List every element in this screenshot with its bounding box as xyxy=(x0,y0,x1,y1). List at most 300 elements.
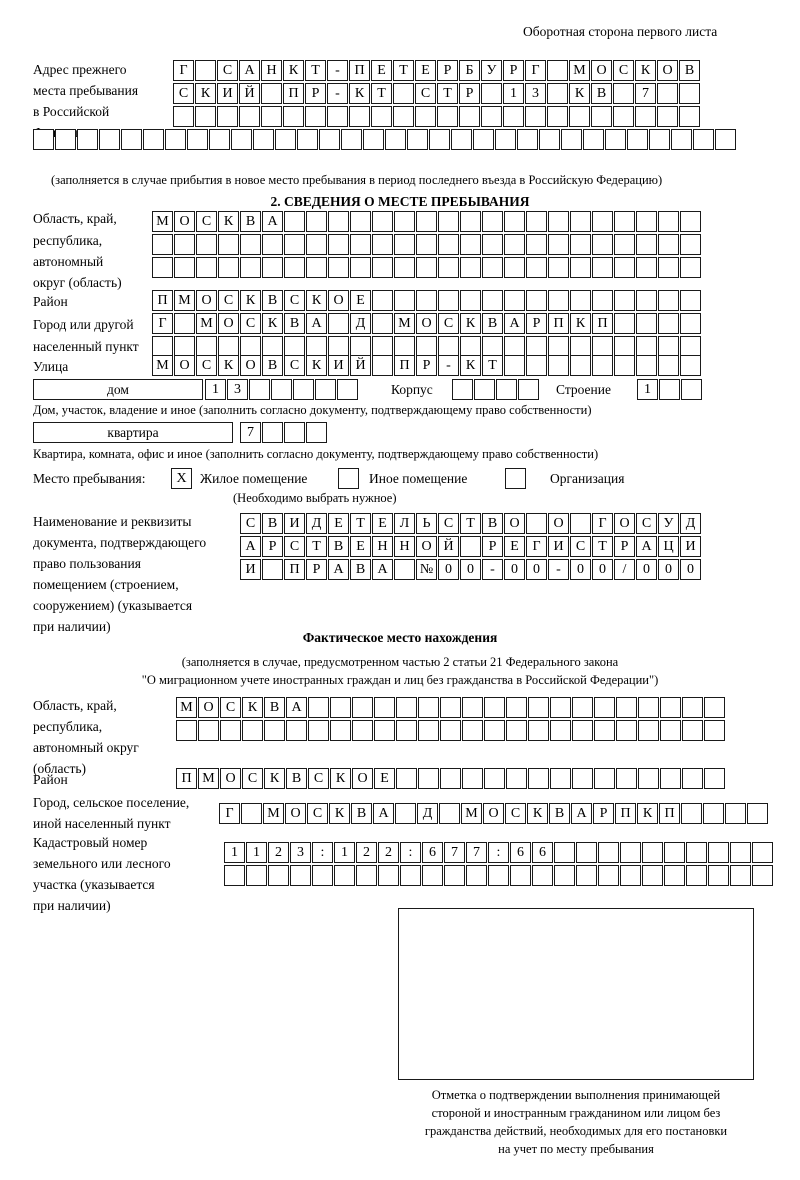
char-cell[interactable] xyxy=(328,257,349,278)
char-cell[interactable] xyxy=(152,234,173,255)
char-cell[interactable] xyxy=(614,234,635,255)
char-cell[interactable] xyxy=(594,768,615,789)
char-cell[interactable] xyxy=(594,720,615,741)
char-cell[interactable] xyxy=(620,842,641,863)
char-cell[interactable]: - xyxy=(327,60,348,81)
char-cell[interactable]: О xyxy=(504,513,525,534)
char-cell[interactable] xyxy=(328,234,349,255)
prev-address-row-1[interactable] xyxy=(173,60,700,81)
char-cell[interactable] xyxy=(495,129,516,150)
char-cell[interactable] xyxy=(503,106,524,127)
char-cell[interactable]: А xyxy=(504,313,525,334)
char-cell[interactable] xyxy=(496,379,517,400)
char-cell[interactable]: О xyxy=(328,290,349,311)
char-cell[interactable] xyxy=(439,803,460,824)
char-cell[interactable]: Р xyxy=(482,536,503,557)
char-cell[interactable]: Р xyxy=(437,60,458,81)
char-cell[interactable] xyxy=(680,313,701,334)
char-cell[interactable] xyxy=(658,234,679,255)
char-cell[interactable] xyxy=(592,355,613,376)
char-cell[interactable] xyxy=(460,211,481,232)
char-cell[interactable]: К xyxy=(242,697,263,718)
char-cell[interactable] xyxy=(547,60,568,81)
char-cell[interactable] xyxy=(548,211,569,232)
s3-city-row[interactable] xyxy=(219,803,768,824)
char-cell[interactable]: 0 xyxy=(504,559,525,580)
char-cell[interactable] xyxy=(636,290,657,311)
char-cell[interactable]: С xyxy=(218,290,239,311)
char-cell[interactable] xyxy=(561,129,582,150)
char-cell[interactable]: Т xyxy=(393,60,414,81)
char-cell[interactable] xyxy=(306,336,327,357)
char-cell[interactable]: П xyxy=(176,768,197,789)
char-cell[interactable] xyxy=(261,83,282,104)
prev-address-row-4[interactable] xyxy=(33,129,736,150)
char-cell[interactable] xyxy=(747,803,768,824)
char-cell[interactable] xyxy=(328,313,349,334)
char-cell[interactable] xyxy=(173,106,194,127)
char-cell[interactable]: Е xyxy=(350,290,371,311)
char-cell[interactable] xyxy=(262,559,283,580)
char-cell[interactable] xyxy=(264,720,285,741)
s2-region-row-3[interactable] xyxy=(152,257,701,278)
char-cell[interactable] xyxy=(416,211,437,232)
char-cell[interactable]: Н xyxy=(372,536,393,557)
char-cell[interactable]: 0 xyxy=(658,559,679,580)
char-cell[interactable] xyxy=(616,768,637,789)
char-cell[interactable] xyxy=(462,697,483,718)
char-cell[interactable] xyxy=(482,257,503,278)
char-cell[interactable]: К xyxy=(349,83,370,104)
char-cell[interactable]: Й xyxy=(438,536,459,557)
char-cell[interactable]: С xyxy=(438,313,459,334)
char-cell[interactable]: К xyxy=(569,83,590,104)
char-cell[interactable]: Т xyxy=(305,60,326,81)
char-cell[interactable] xyxy=(474,379,495,400)
char-cell[interactable]: В xyxy=(482,313,503,334)
char-cell[interactable]: С xyxy=(284,355,305,376)
char-cell[interactable] xyxy=(550,697,571,718)
char-cell[interactable]: А xyxy=(286,697,307,718)
char-cell[interactable] xyxy=(708,865,729,886)
char-cell[interactable] xyxy=(473,129,494,150)
char-cell[interactable] xyxy=(394,211,415,232)
char-cell[interactable]: Т xyxy=(592,536,613,557)
char-cell[interactable] xyxy=(504,257,525,278)
char-cell[interactable]: Д xyxy=(306,513,327,534)
char-cell[interactable] xyxy=(614,355,635,376)
doc-row-1[interactable] xyxy=(240,513,701,534)
char-cell[interactable]: О xyxy=(483,803,504,824)
char-cell[interactable]: А xyxy=(328,559,349,580)
char-cell[interactable]: Й xyxy=(350,355,371,376)
char-cell[interactable] xyxy=(393,106,414,127)
char-cell[interactable] xyxy=(598,865,619,886)
char-cell[interactable] xyxy=(730,865,751,886)
char-cell[interactable] xyxy=(679,106,700,127)
s2-city-row-1[interactable] xyxy=(152,313,701,334)
char-cell[interactable] xyxy=(481,106,502,127)
char-cell[interactable]: 3 xyxy=(525,83,546,104)
char-cell[interactable]: - xyxy=(548,559,569,580)
s3-district-row[interactable] xyxy=(176,768,725,789)
char-cell[interactable] xyxy=(350,211,371,232)
char-cell[interactable] xyxy=(187,129,208,150)
char-cell[interactable] xyxy=(583,129,604,150)
char-cell[interactable]: : xyxy=(400,842,421,863)
char-cell[interactable]: С xyxy=(217,60,238,81)
char-cell[interactable]: О xyxy=(416,536,437,557)
char-cell[interactable]: К xyxy=(460,313,481,334)
char-cell[interactable] xyxy=(444,865,465,886)
char-cell[interactable] xyxy=(570,513,591,534)
char-cell[interactable] xyxy=(224,865,245,886)
char-cell[interactable]: В xyxy=(549,803,570,824)
char-cell[interactable] xyxy=(658,290,679,311)
char-cell[interactable] xyxy=(121,129,142,150)
char-cell[interactable] xyxy=(152,257,173,278)
char-cell[interactable] xyxy=(658,336,679,357)
char-cell[interactable] xyxy=(394,257,415,278)
char-cell[interactable] xyxy=(460,257,481,278)
char-cell[interactable] xyxy=(658,257,679,278)
char-cell[interactable]: А xyxy=(240,536,261,557)
char-cell[interactable] xyxy=(306,422,327,443)
char-cell[interactable] xyxy=(482,211,503,232)
char-cell[interactable]: 0 xyxy=(636,559,657,580)
char-cell[interactable]: У xyxy=(658,513,679,534)
char-cell[interactable]: Ь xyxy=(416,513,437,534)
char-cell[interactable]: 6 xyxy=(510,842,531,863)
char-cell[interactable] xyxy=(598,842,619,863)
char-cell[interactable]: Г xyxy=(525,60,546,81)
char-cell[interactable]: К xyxy=(218,211,239,232)
char-cell[interactable]: 3 xyxy=(290,842,311,863)
char-cell[interactable] xyxy=(664,865,685,886)
char-cell[interactable] xyxy=(330,697,351,718)
doc-row-2[interactable] xyxy=(240,536,701,557)
char-cell[interactable]: Д xyxy=(680,513,701,534)
char-cell[interactable] xyxy=(275,129,296,150)
s2-region-row-1[interactable] xyxy=(152,211,701,232)
char-cell[interactable] xyxy=(337,379,358,400)
prev-address-row-2[interactable] xyxy=(173,83,700,104)
char-cell[interactable] xyxy=(352,720,373,741)
char-cell[interactable] xyxy=(658,355,679,376)
char-cell[interactable] xyxy=(548,257,569,278)
char-cell[interactable] xyxy=(576,865,597,886)
char-cell[interactable] xyxy=(290,865,311,886)
char-cell[interactable] xyxy=(328,336,349,357)
char-cell[interactable]: Р xyxy=(305,83,326,104)
char-cell[interactable] xyxy=(349,106,370,127)
char-cell[interactable] xyxy=(657,83,678,104)
char-cell[interactable] xyxy=(334,865,355,886)
char-cell[interactable]: П xyxy=(283,83,304,104)
char-cell[interactable] xyxy=(460,536,481,557)
char-cell[interactable] xyxy=(284,422,305,443)
char-cell[interactable] xyxy=(462,720,483,741)
char-cell[interactable] xyxy=(460,290,481,311)
char-cell[interactable] xyxy=(660,720,681,741)
char-cell[interactable]: В xyxy=(284,313,305,334)
char-cell[interactable] xyxy=(482,234,503,255)
char-cell[interactable] xyxy=(240,336,261,357)
char-cell[interactable]: С xyxy=(613,60,634,81)
char-cell[interactable] xyxy=(528,720,549,741)
char-cell[interactable] xyxy=(614,313,635,334)
char-cell[interactable]: Н xyxy=(261,60,282,81)
char-cell[interactable]: - xyxy=(482,559,503,580)
flat-number-cells[interactable] xyxy=(240,422,327,443)
char-cell[interactable] xyxy=(459,106,480,127)
char-cell[interactable] xyxy=(218,234,239,255)
cadastral-row-2[interactable] xyxy=(224,865,773,886)
korpus-cells[interactable] xyxy=(452,379,539,400)
char-cell[interactable]: П xyxy=(548,313,569,334)
char-cell[interactable] xyxy=(518,379,539,400)
char-cell[interactable] xyxy=(284,234,305,255)
char-cell[interactable]: П xyxy=(659,803,680,824)
char-cell[interactable] xyxy=(466,865,487,886)
char-cell[interactable] xyxy=(715,129,736,150)
char-cell[interactable] xyxy=(659,379,680,400)
char-cell[interactable]: С xyxy=(284,290,305,311)
char-cell[interactable] xyxy=(664,842,685,863)
char-cell[interactable]: С xyxy=(196,355,217,376)
char-cell[interactable]: В xyxy=(482,513,503,534)
char-cell[interactable]: М xyxy=(198,768,219,789)
char-cell[interactable]: И xyxy=(328,355,349,376)
char-cell[interactable] xyxy=(174,313,195,334)
char-cell[interactable]: В xyxy=(264,697,285,718)
char-cell[interactable] xyxy=(592,290,613,311)
char-cell[interactable] xyxy=(680,336,701,357)
char-cell[interactable] xyxy=(438,257,459,278)
char-cell[interactable] xyxy=(394,336,415,357)
char-cell[interactable]: 1 xyxy=(224,842,245,863)
char-cell[interactable] xyxy=(165,129,186,150)
char-cell[interactable]: С xyxy=(415,83,436,104)
char-cell[interactable] xyxy=(352,697,373,718)
char-cell[interactable]: Г xyxy=(592,513,613,534)
char-cell[interactable]: - xyxy=(438,355,459,376)
char-cell[interactable]: С xyxy=(438,513,459,534)
char-cell[interactable]: М xyxy=(394,313,415,334)
char-cell[interactable] xyxy=(592,336,613,357)
char-cell[interactable]: М xyxy=(176,697,197,718)
char-cell[interactable]: А xyxy=(372,559,393,580)
char-cell[interactable] xyxy=(504,211,525,232)
char-cell[interactable]: 0 xyxy=(460,559,481,580)
char-cell[interactable] xyxy=(504,355,525,376)
char-cell[interactable] xyxy=(418,720,439,741)
char-cell[interactable]: С xyxy=(307,803,328,824)
char-cell[interactable] xyxy=(262,336,283,357)
char-cell[interactable] xyxy=(484,768,505,789)
char-cell[interactable]: К xyxy=(306,290,327,311)
char-cell[interactable] xyxy=(506,768,527,789)
char-cell[interactable]: Т xyxy=(482,355,503,376)
char-cell[interactable]: Е xyxy=(374,768,395,789)
char-cell[interactable]: 0 xyxy=(526,559,547,580)
char-cell[interactable] xyxy=(77,129,98,150)
char-cell[interactable] xyxy=(638,697,659,718)
char-cell[interactable] xyxy=(240,257,261,278)
char-cell[interactable] xyxy=(319,129,340,150)
char-cell[interactable] xyxy=(308,697,329,718)
cadastral-row-1[interactable] xyxy=(224,842,773,863)
char-cell[interactable] xyxy=(437,106,458,127)
char-cell[interactable] xyxy=(682,768,703,789)
char-cell[interactable] xyxy=(725,803,746,824)
char-cell[interactable] xyxy=(506,697,527,718)
char-cell[interactable]: С xyxy=(570,536,591,557)
char-cell[interactable]: В xyxy=(679,60,700,81)
char-cell[interactable] xyxy=(636,355,657,376)
char-cell[interactable] xyxy=(570,211,591,232)
char-cell[interactable]: Т xyxy=(350,513,371,534)
char-cell[interactable]: П xyxy=(284,559,305,580)
char-cell[interactable]: К xyxy=(527,803,548,824)
char-cell[interactable] xyxy=(198,720,219,741)
char-cell[interactable]: О xyxy=(416,313,437,334)
char-cell[interactable] xyxy=(657,106,678,127)
char-cell[interactable] xyxy=(525,106,546,127)
char-cell[interactable] xyxy=(526,257,547,278)
char-cell[interactable] xyxy=(422,865,443,886)
char-cell[interactable] xyxy=(143,129,164,150)
char-cell[interactable] xyxy=(438,336,459,357)
char-cell[interactable]: 0 xyxy=(592,559,613,580)
char-cell[interactable] xyxy=(730,842,751,863)
char-cell[interactable]: М xyxy=(152,355,173,376)
char-cell[interactable] xyxy=(635,106,656,127)
house-number-cells[interactable] xyxy=(205,379,358,400)
char-cell[interactable] xyxy=(526,355,547,376)
char-cell[interactable] xyxy=(517,129,538,150)
char-cell[interactable]: А xyxy=(239,60,260,81)
char-cell[interactable] xyxy=(638,720,659,741)
char-cell[interactable] xyxy=(660,697,681,718)
char-cell[interactable] xyxy=(55,129,76,150)
s3-region-row-2[interactable] xyxy=(176,720,725,741)
char-cell[interactable] xyxy=(528,697,549,718)
char-cell[interactable]: Р xyxy=(306,559,327,580)
char-cell[interactable] xyxy=(306,234,327,255)
char-cell[interactable]: Е xyxy=(328,513,349,534)
char-cell[interactable] xyxy=(350,257,371,278)
char-cell[interactable] xyxy=(284,257,305,278)
char-cell[interactable]: Т xyxy=(460,513,481,534)
char-cell[interactable]: В xyxy=(350,559,371,580)
char-cell[interactable] xyxy=(174,257,195,278)
char-cell[interactable] xyxy=(504,336,525,357)
char-cell[interactable]: 6 xyxy=(532,842,553,863)
checkbox-inoe[interactable] xyxy=(338,468,359,489)
char-cell[interactable] xyxy=(686,865,707,886)
char-cell[interactable]: - xyxy=(327,83,348,104)
char-cell[interactable]: В xyxy=(591,83,612,104)
char-cell[interactable] xyxy=(283,106,304,127)
char-cell[interactable]: У xyxy=(481,60,502,81)
char-cell[interactable] xyxy=(526,234,547,255)
char-cell[interactable] xyxy=(268,865,289,886)
char-cell[interactable] xyxy=(393,83,414,104)
char-cell[interactable]: Р xyxy=(262,536,283,557)
char-cell[interactable]: Р xyxy=(614,536,635,557)
char-cell[interactable]: К xyxy=(264,768,285,789)
char-cell[interactable] xyxy=(262,422,283,443)
char-cell[interactable] xyxy=(526,211,547,232)
char-cell[interactable]: С xyxy=(240,513,261,534)
char-cell[interactable]: Е xyxy=(415,60,436,81)
char-cell[interactable] xyxy=(636,336,657,357)
char-cell[interactable] xyxy=(374,697,395,718)
char-cell[interactable] xyxy=(550,768,571,789)
char-cell[interactable]: В xyxy=(351,803,372,824)
char-cell[interactable]: К xyxy=(240,290,261,311)
char-cell[interactable]: К xyxy=(306,355,327,376)
char-cell[interactable] xyxy=(614,290,635,311)
char-cell[interactable] xyxy=(680,355,701,376)
char-cell[interactable]: С xyxy=(173,83,194,104)
char-cell[interactable] xyxy=(394,559,415,580)
char-cell[interactable] xyxy=(429,129,450,150)
char-cell[interactable]: Е xyxy=(350,536,371,557)
char-cell[interactable] xyxy=(152,336,173,357)
char-cell[interactable] xyxy=(231,129,252,150)
char-cell[interactable]: А xyxy=(306,313,327,334)
char-cell[interactable]: О xyxy=(285,803,306,824)
char-cell[interactable] xyxy=(218,257,239,278)
char-cell[interactable] xyxy=(350,336,371,357)
char-cell[interactable]: Т xyxy=(306,536,327,557)
char-cell[interactable]: : xyxy=(312,842,333,863)
char-cell[interactable] xyxy=(416,336,437,357)
char-cell[interactable] xyxy=(396,720,417,741)
char-cell[interactable]: И xyxy=(680,536,701,557)
char-cell[interactable] xyxy=(620,865,641,886)
char-cell[interactable]: Е xyxy=(371,60,392,81)
char-cell[interactable] xyxy=(415,106,436,127)
checkbox-organizaciya[interactable] xyxy=(505,468,526,489)
char-cell[interactable] xyxy=(704,768,725,789)
s2-city-row-2[interactable] xyxy=(152,336,701,357)
char-cell[interactable]: Р xyxy=(526,313,547,334)
char-cell[interactable]: О xyxy=(548,513,569,534)
char-cell[interactable] xyxy=(372,234,393,255)
char-cell[interactable] xyxy=(253,129,274,150)
char-cell[interactable]: 3 xyxy=(227,379,248,400)
char-cell[interactable] xyxy=(613,106,634,127)
char-cell[interactable] xyxy=(526,336,547,357)
char-cell[interactable] xyxy=(636,211,657,232)
char-cell[interactable]: В xyxy=(262,290,283,311)
char-cell[interactable] xyxy=(539,129,560,150)
char-cell[interactable] xyxy=(548,355,569,376)
char-cell[interactable] xyxy=(240,234,261,255)
char-cell[interactable]: / xyxy=(614,559,635,580)
char-cell[interactable] xyxy=(407,129,428,150)
char-cell[interactable] xyxy=(592,234,613,255)
char-cell[interactable]: К xyxy=(637,803,658,824)
char-cell[interactable] xyxy=(176,720,197,741)
char-cell[interactable]: М xyxy=(569,60,590,81)
char-cell[interactable] xyxy=(33,129,54,150)
char-cell[interactable] xyxy=(636,234,657,255)
char-cell[interactable] xyxy=(554,865,575,886)
